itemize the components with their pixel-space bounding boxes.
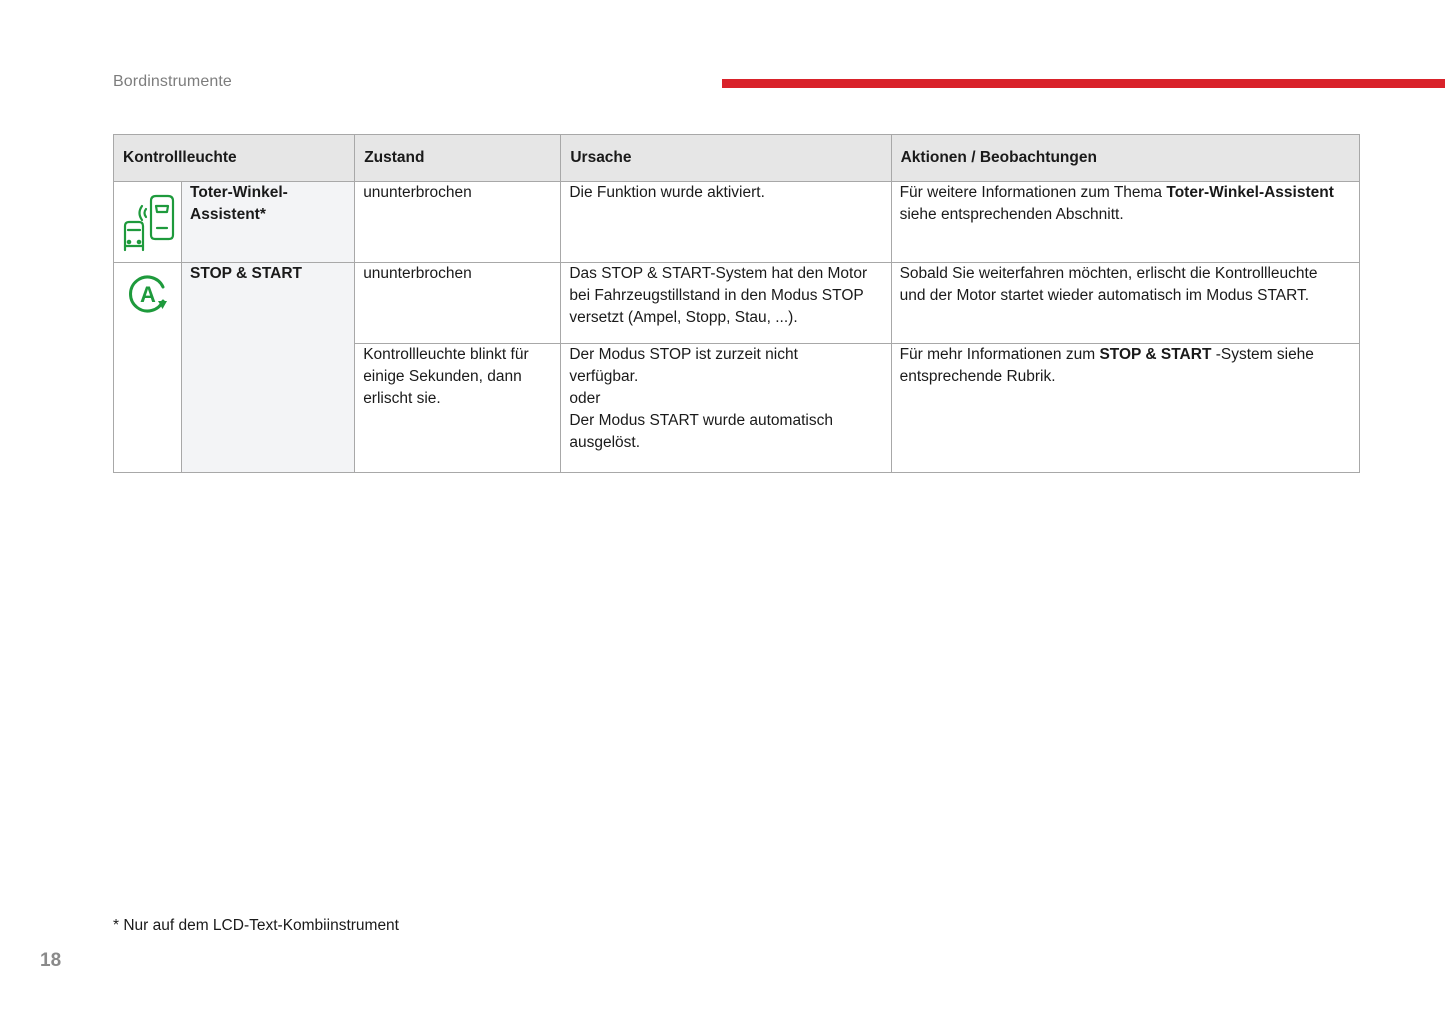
icon-cell — [114, 263, 182, 473]
blind-spot-assist-icon — [119, 192, 177, 254]
icon-cell — [114, 182, 182, 263]
column-header-aktionen: Aktionen / Beobachtungen — [891, 135, 1359, 182]
svg-text:A: A — [139, 282, 156, 307]
column-header-kontrollleuchte: Kontrollleuchte — [114, 135, 355, 182]
action-cell: Für mehr Informationen zum STOP & START -System siehe entsprechende Rubrik. — [891, 344, 1359, 473]
footnote: * Nur auf dem LCD-Text-Kombiinstrument — [113, 917, 399, 934]
stop-start-icon — [125, 271, 171, 317]
state-cell: Kontrollleuchte blinkt für einige Sekunden, dann erlischt sie. — [355, 344, 561, 473]
column-header-ursache: Ursache — [561, 135, 891, 182]
cause-cell: Der Modus STOP ist zurzeit nicht verfügbar. oder Der Modus START wurde automatisch ausgelöst. — [561, 344, 891, 473]
table-row — [114, 182, 1360, 263]
page-number: 18 — [40, 950, 62, 971]
cause-cell: Das STOP & START-System hat den Motor bei Fahrzeugstillstand in den Modus STOP versetzt (Ampel, Stopp, Stau, ...). — [561, 263, 891, 344]
table-row — [114, 263, 1360, 344]
warning-light-name: Toter-Winkel- Assistent* — [182, 182, 355, 263]
warning-light-name: STOP & START — [182, 263, 355, 473]
state-cell: ununterbrochen — [355, 263, 561, 344]
state-cell: ununterbrochen — [355, 182, 561, 263]
column-header-zustand: Zustand — [355, 135, 561, 182]
header-accent-bar — [722, 79, 1445, 88]
action-cell: Für weitere Informationen zum Thema Toter-Winkel-Assistent siehe entsprechenden Abschnitt. — [891, 182, 1359, 263]
table-header-row — [114, 135, 1360, 182]
action-cell: Sobald Sie weiterfahren möchten, erlischt die Kontrollleuchte und der Motor startet wieder automatisch im Modus START. — [891, 263, 1359, 344]
section-title: Bordinstrumente — [113, 73, 232, 90]
warning-lights-table — [113, 134, 1360, 473]
cause-cell: Die Funktion wurde aktiviert. — [561, 182, 891, 263]
